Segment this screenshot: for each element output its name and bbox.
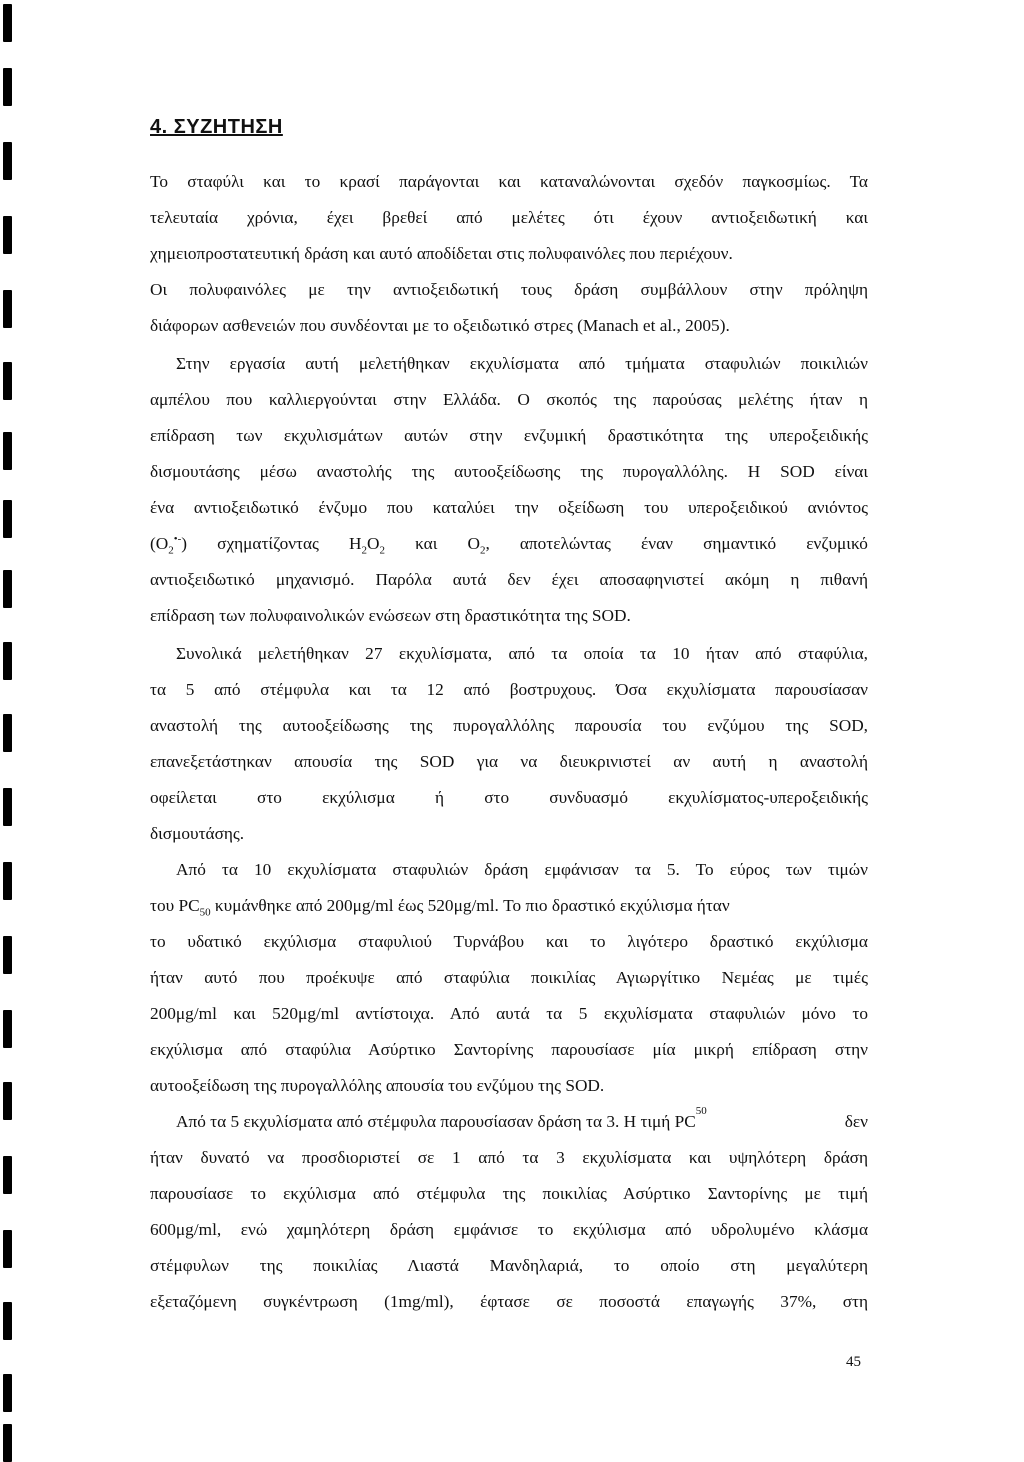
text-line: στέμφυλων της ποικιλίας Λιαστά Μανδηλαριά, το οποίο στη μεγαλύτερη [150,1256,868,1275]
text-line: επίδραση των πολυφαινολικών ενώσεων στη δραστικότητα της SOD. [150,606,631,625]
binder-hole [3,1010,12,1048]
binder-hole [3,216,12,254]
text-line-pc50: του $PC_{50}$ κυμάνθηκε από 200μg/ml έως 520μg/ml. Το πιο δραστικό εκχύλισμα ήταν [150,896,730,919]
binder-hole [3,1302,12,1340]
text-line: αντιοξειδωτικό μηχανισμό. Παρόλα αυτά δεν έχει αποσαφηνιστεί ακόμη η πιθανή [150,570,868,589]
binder-hole [3,788,12,826]
section-heading: 4. ΣΥΖΗΤΗΣΗ [150,116,283,138]
text-line: διάφορων ασθενειών που συνδέονται με το οξειδωτικό στρες (Manach et al., 2005). [150,316,730,335]
text-word: αποτελώντας [519,534,611,553]
binder-hole [3,362,12,400]
binder-hole [3,142,12,180]
text-line: το υδατικό εκχύλισμα σταφυλιού Τυρνάβου και το λιγότερο δραστικό εκχύλισμα [150,932,868,951]
text-line: ήταν δυνατό να προσδιοριστεί σε 1 από τα 3 εκχυλίσματα και υψηλότερη δράση [150,1148,868,1167]
binder-hole [3,936,12,974]
binder-hole [3,1082,12,1120]
text-line: ένα αντιοξειδωτικό ένζυμο που καταλύει την οξείδωση του υπεροξειδικού ανιόντος [150,498,868,517]
hydrogen-peroxide-formula: $H_2O_2$ [349,534,385,557]
text-line: 200μg/ml και 520μg/ml αντίστοιχα. Από αυτά τα 5 εκχυλίσματα σταφυλιών μόνο το [150,1004,868,1023]
text-line: παρουσίασε το εκχύλισμα από στέμφυλα της ποικιλίας Ασύρτικο Σαντορίνης με τιμή [150,1184,868,1203]
text-line: εκχύλισμα από σταφύλια Ασύρτικο Σαντορίνης παρουσίασε μία μικρή επίδραση στην [150,1040,868,1059]
text-line: 600μg/ml, ενώ χαμηλότερη δράση εμφάνισε το εκχύλισμα από υδρολυμένο κλάσμα [150,1220,868,1239]
text-line-formula [150,533,868,555]
text-line: χημειοπροστατευτική δράση και αυτό αποδίδεται στις πολυφαινόλες που περιέχουν. [150,244,733,263]
text-line: αυτοοξείδωση της πυρογαλλόλης απουσία του ενζύμου της SOD. [150,1076,605,1095]
binder-hole [3,1230,12,1268]
binder-hole [3,432,12,470]
page-number: 45 [846,1354,861,1370]
text-line: ήταν αυτό που προέκυψε από σταφύλια ποικιλίας Αγιωργίτικο Νεμέας με τιμές [150,968,868,987]
binder-hole [3,500,12,538]
binder-hole [3,862,12,900]
text-line: Οι πολυφαινόλες με την αντιοξειδωτική τους δράση συμβάλλουν στην πρόληψη [150,280,868,299]
binder-hole [3,1156,12,1194]
binder-hole [3,642,12,680]
text-word: έναν [641,534,673,553]
superoxide-formula: $(O_2^{•-})$ [150,533,188,557]
binder-hole [3,1374,12,1412]
text-line: Συνολικά μελετήθηκαν 27 εκχυλίσματα, από τα οποία τα 10 ήταν από σταφύλια, [176,644,868,663]
text-word: σχηματίζοντας [217,534,319,553]
text-line: οφείλεται στο εκχύλισμα ή στο συνδυασμό εκχυλίσματος-υπεροξειδικής [150,788,868,807]
text-line: εξεταζόμενη συγκέντρωση (1mg/ml), έφτασε σε ποσοστά επαγωγής 37%, στη [150,1292,868,1311]
text-line: αναστολή της αυτοοξείδωσης της πυρογαλλόλης παρουσία του ενζύμου της SOD, [150,716,868,735]
text-word: και [415,534,438,553]
text-word: ενζυμικό [806,534,868,553]
text-line: επίδραση των εκχυλισμάτων αυτών στην ενζυμική δραστικότητα της υπεροξειδικής [150,426,868,445]
binder-hole [3,4,12,42]
oxygen-formula: $O_2$, [467,534,490,557]
binder-hole [3,570,12,608]
text-line: δισμουτάσης μέσω αναστολής της αυτοοξείδωσης της πυρογαλλόλης. Η SOD είναι [150,462,868,481]
text-line: επανεξετάστηκαν απουσία της SOD για να διευκρινιστεί αν αυτή η αναστολή [150,752,868,771]
text-line-pc50: Από τα 5 εκχυλίσματα από στέμφυλα παρουσίασαν δράση τα 3. Η τιμή PC 50 δεν [176,1105,868,1131]
binder-hole [3,714,12,752]
binder-hole [3,290,12,328]
text-line: Από τα 10 εκχυλίσματα σταφυλιών δράση εμφάνισαν τα 5. Το εύρος των τιμών [176,860,868,879]
text-word: σημαντικό [703,534,777,553]
text-line: τα 5 από στέμφυλα και τα 12 από βοστρυχους. Όσα εκχυλίσματα παρουσίασαν [150,680,868,699]
text-line: Στην εργασία αυτή μελετήθηκαν εκχυλίσματα από τμήματα σταφυλιών ποικιλιών [176,354,868,373]
binder-hole [3,68,12,106]
text-line: αμπέλου που καλλιεργούνται στην Ελλάδα. Ο σκοπός της παρούσας μελέτης ήταν η [150,390,868,409]
binder-hole [3,1424,12,1462]
text-line: δισμουτάσης. [150,824,245,843]
text-line: τελευταία χρόνια, έχει βρεθεί από μελέτες ότι έχουν αντιοξειδωτική και [150,208,868,227]
binder-edge [0,0,16,1459]
text-line: Το σταφύλι και το κρασί παράγονται και καταναλώνονται σχεδόν παγκοσμίως. Τα [150,172,868,191]
